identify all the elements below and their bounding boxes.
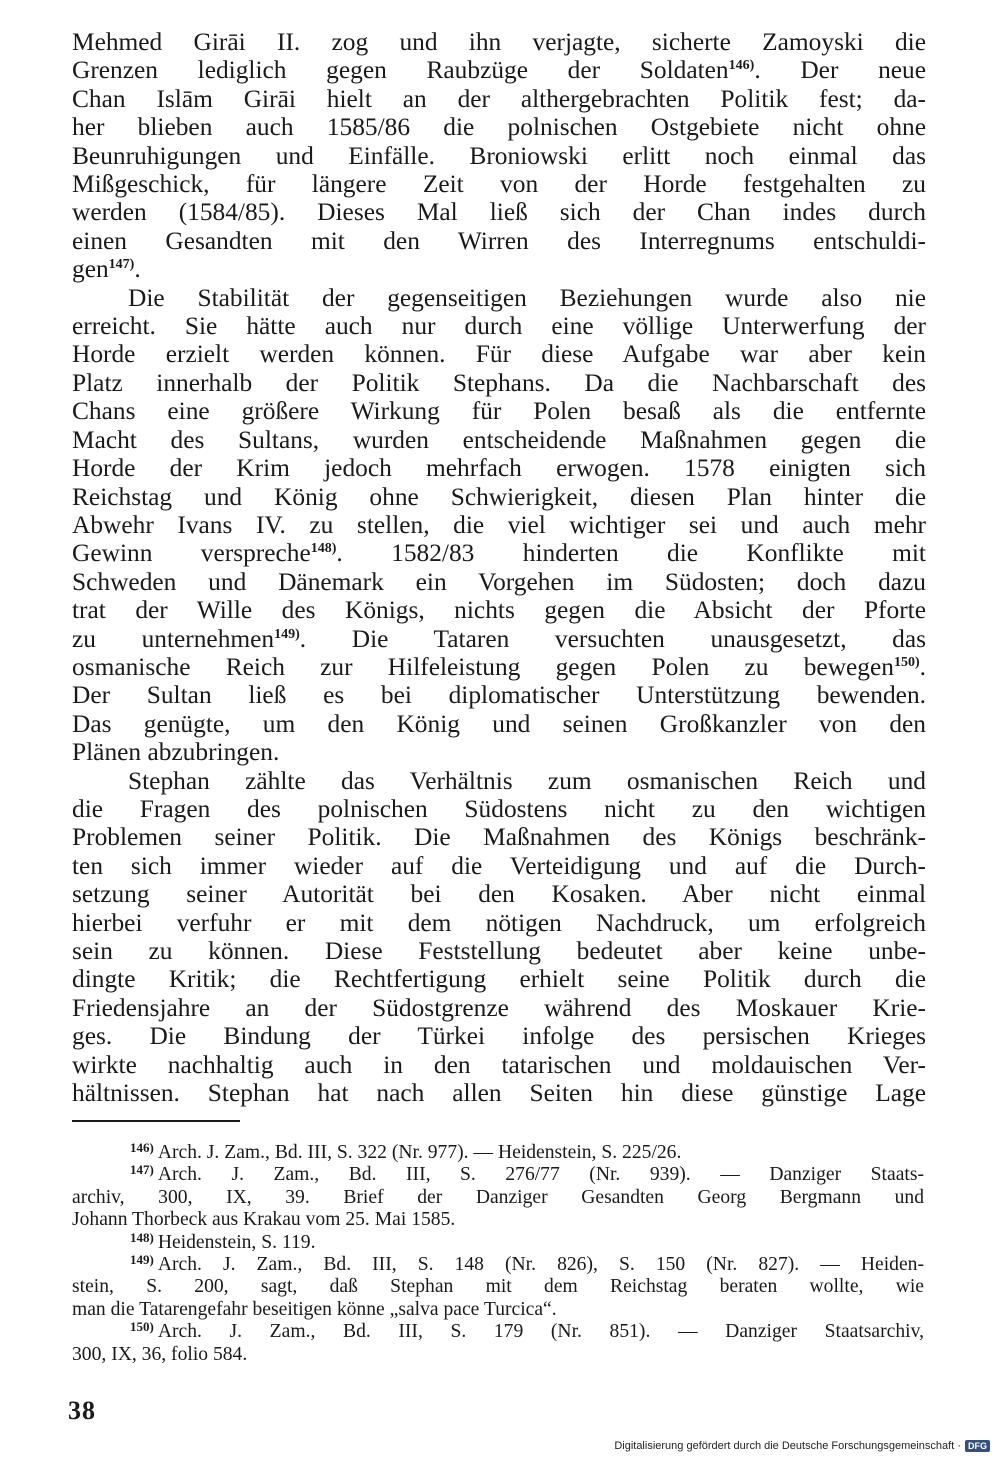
text-line (72, 142, 926, 170)
footnote-text: Arch. J. Zam., Bd. III, S. 322 (Nr. 977). — Heidenstein, S. 225/26. (157, 1142, 682, 1163)
text-line (72, 28, 926, 56)
line-text: Schweden und Dänemark ein Vorgehen im Südosten; doch dazu (72, 567, 926, 596)
line-text-after: . Der neue (754, 56, 926, 85)
line-text: erreicht. Sie hätte auch nur durch eine völlige Unterwerfung der (72, 312, 926, 341)
footnote-ref: 146) (728, 58, 755, 74)
footnote-text: archiv, 300, IX, 39. Brief der Danziger Gesandten Georg Bergmann und (72, 1186, 924, 1208)
line-text: Gewinn verspreche (72, 539, 311, 568)
footnote-ref: 150) (893, 654, 920, 670)
text-line (72, 483, 926, 511)
text-line (72, 738, 926, 766)
footnote-ref: 147) (108, 257, 135, 273)
footnote-line (72, 1142, 924, 1164)
line-text-after: . Die Tataren versuchten unausgesetzt, das (299, 624, 927, 653)
line-text: Friedensjahre an der Südostgrenze während des Moskauer Krie- (72, 993, 926, 1022)
text-line (72, 710, 926, 738)
text-line (72, 568, 926, 596)
line-text: werden (1584/85). Dieses Mal ließ sich der Chan indes durch (72, 198, 926, 227)
line-text: hältnissen. Stephan hat nach allen Seiten hin diese günstige Lage (72, 1079, 926, 1108)
line-text: her blieben auch 1585/86 die polnischen Ostgebiete nicht ohne (72, 113, 926, 142)
line-text: Grenzen lediglich gegen Raubzüge der Soldaten (72, 56, 729, 85)
line-text: Reichstag und König ohne Schwierigkeit, diesen Plan hinter die (72, 482, 926, 511)
footnote-number: 146) (130, 1140, 154, 1155)
line-text: Macht des Sultans, wurden entscheidende Maßnahmen gegen die (72, 425, 926, 454)
footnote-number: 148) (130, 1229, 154, 1245)
footnote-line (72, 1344, 924, 1366)
text-line (72, 909, 926, 937)
page-number: 38 (68, 1396, 96, 1425)
text-line (72, 823, 926, 851)
footnote-ref: 148) (310, 541, 337, 557)
text-line (72, 255, 926, 283)
line-text: Das genügte, um den König und seinen Großkanzler von den (72, 709, 926, 738)
line-text: Der Sultan ließ es bei diplomatischer Unterstützung bewenden. (72, 681, 926, 710)
line-text: Chan Islām Girāi hielt an der althergebrachten Politik fest; da- (72, 84, 926, 113)
line-text: sein zu können. Diese Feststellung bedeutet aber keine unbe- (72, 937, 926, 965)
text-line (72, 1022, 926, 1050)
footnote-number: 150) (130, 1319, 154, 1335)
footnote-line (72, 1254, 924, 1276)
text-line (72, 454, 926, 482)
text-line (72, 880, 926, 908)
line-text: Horde erzielt werden können. Für diese Aufgabe war aber kein (72, 340, 926, 369)
text-line (72, 795, 926, 823)
text-line (72, 767, 926, 795)
line-text: Platz innerhalb der Politik Stephans. Da die Nachbarschaft des (72, 368, 926, 397)
footnote-text: Arch. J. Zam., Bd. III, S. 179 (Nr. 851). — Danziger Staatsarchiv, (157, 1321, 924, 1343)
line-text: Abwehr Ivans IV. zu stellen, die viel wichtiger sei und auch mehr (72, 510, 926, 539)
footnote-number: 149) (130, 1252, 154, 1268)
footnote-separator (72, 1120, 240, 1122)
line-text: Stephan zählte das Verhältnis zum osmanischen Reich und (128, 766, 926, 795)
footnote-number: 147) (130, 1162, 154, 1178)
line-text: gen (72, 255, 109, 284)
footnote-line (72, 1164, 924, 1186)
line-text: Plänen abzubringen. (72, 738, 280, 767)
text-line (72, 85, 926, 113)
text-line (72, 653, 926, 681)
line-text: einen Gesandten mit den Wirren des Interregnums entschuldi- (72, 226, 926, 255)
text-line (72, 1051, 926, 1079)
text-line (72, 994, 926, 1022)
text-line (72, 340, 926, 368)
text-line (72, 397, 926, 425)
line-text: hierbei verfuhr er mit dem nötigen Nachdruck, um erfolgreich (72, 908, 926, 937)
footnote-text: man die Tatarengefahr beseitigen könne „salva pace Turcica“. (72, 1298, 557, 1320)
main-text (72, 28, 926, 1107)
line-text-after: . 1582/83 hinderten die Konflikte mit (336, 539, 926, 568)
footnote-line (72, 1276, 924, 1298)
line-text: ges. Die Bindung der Türkei infolge des persischen Krieges (72, 1022, 926, 1051)
footnotes (72, 1142, 924, 1366)
line-text: die Fragen des polnischen Südostens nicht zu den wichtigen (72, 794, 926, 823)
footnote-line (72, 1209, 924, 1231)
text-line (72, 1079, 926, 1107)
line-text: Horde der Krim jedoch mehrfach erwogen. 1578 einigten sich (72, 454, 926, 483)
footnote-text: Johann Thorbeck aus Krakau vom 25. Mai 1585. (72, 1209, 456, 1231)
footnote-line (72, 1229, 924, 1254)
line-text: wirkte nachhaltig auch in den tatarischen und moldauischen Ver- (72, 1050, 926, 1079)
footnote-line (72, 1299, 924, 1321)
footnote-text: Arch. J. Zam., Bd. III, S. 276/77 (Nr. 939). — Danziger Staats- (157, 1164, 924, 1186)
text-line (72, 539, 926, 567)
line-text: osmanische Reich zur Hilfeleistung gegen Polen zu bewegen (72, 652, 894, 681)
text-line (72, 227, 926, 255)
line-text-after: . (134, 255, 141, 284)
line-text: zu unternehmen (72, 624, 275, 653)
digitization-credit (614, 1440, 990, 1452)
line-text: Mehmed Girāi II. zog und ihn verjagte, sicherte Zamoyski die (72, 28, 926, 56)
footnote-text: 300, IX, 36, folio 584. (72, 1343, 248, 1365)
text-line (72, 113, 926, 141)
line-text: Mißgeschick, für längere Zeit von der Horde festgehalten zu (72, 170, 926, 199)
text-line (72, 937, 926, 965)
text-line (72, 369, 926, 397)
footnote-text: stein, S. 200, sagt, daß Stephan mit dem Reichstag beraten wollte, wie (72, 1276, 924, 1298)
text-line (72, 511, 926, 539)
line-text: trat der Wille des Königs, nichts gegen die Absicht der Pforte (72, 596, 926, 625)
text-line (72, 965, 926, 993)
line-text-after: . (919, 652, 926, 681)
text-line (72, 198, 926, 226)
line-text: Beunruhigungen und Einfälle. Broniowski erlitt noch einmal das (72, 141, 926, 170)
footnote-ref: 149) (274, 626, 300, 642)
footer-text: Digitalisierung gefördert durch die Deutsche Forschungsgemeinschaft · (614, 1440, 961, 1452)
text-line (72, 170, 926, 198)
text-line (72, 56, 926, 84)
line-text: Die Stabilität der gegenseitigen Beziehungen wurde also nie (128, 283, 926, 312)
text-line (72, 681, 926, 709)
footnote-text: Heidenstein, S. 119. (157, 1231, 316, 1253)
footnote-line (72, 1187, 924, 1209)
line-text: ten sich immer wieder auf die Verteidigung und auf die Durch- (72, 851, 926, 880)
text-line (72, 852, 926, 880)
line-text: Problemen seiner Politik. Die Maßnahmen des Königs beschränk- (72, 823, 926, 852)
line-text: setzung seiner Autorität bei den Kosaken. Aber nicht einmal (72, 880, 926, 909)
footnote-text: Arch. J. Zam., Bd. III, S. 148 (Nr. 826), S. 150 (Nr. 827). — Heiden- (157, 1254, 924, 1276)
text-line (72, 312, 926, 340)
line-text: dingte Kritik; die Rechtfertigung erhielt seine Politik durch die (72, 965, 926, 994)
dfg-logo: DFG (965, 1440, 990, 1452)
text-line (72, 596, 926, 624)
text-line (72, 284, 926, 312)
footnote-line (72, 1321, 924, 1343)
line-text: Chans eine größere Wirkung für Polen besaß als die entfernte (72, 397, 926, 426)
text-line (72, 426, 926, 454)
text-line (72, 625, 926, 653)
